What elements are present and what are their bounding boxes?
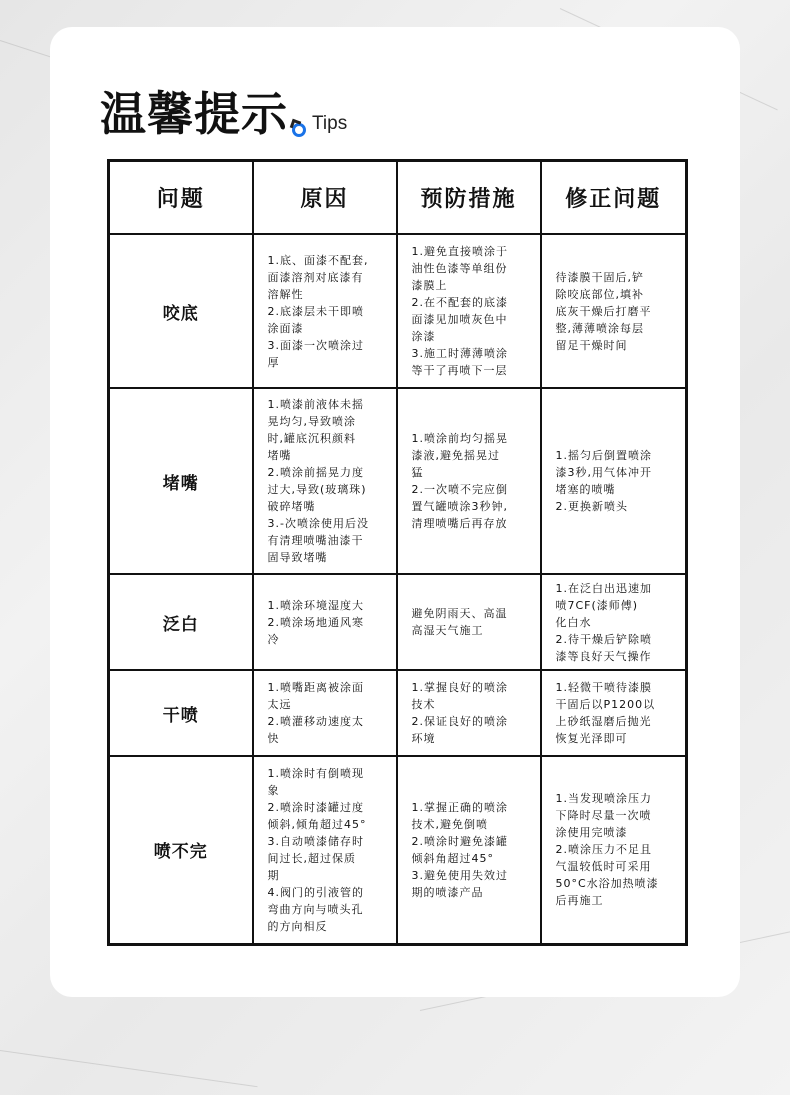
cell-line: 倾斜,倾角超过45° xyxy=(267,817,367,831)
cursor-ring-icon xyxy=(292,123,306,137)
cell-line: 固导致堵嘴 xyxy=(267,551,328,564)
cell-line: 2.待干燥后铲除喷 xyxy=(555,632,652,646)
cell-prevention xyxy=(397,756,541,944)
cell-line: 猛 xyxy=(411,466,424,479)
cell-line: 喷7CF(漆师傅) xyxy=(555,598,639,612)
cell-line: 期的喷漆产品 xyxy=(411,885,484,899)
cell-line: 待漆膜干固后,铲 xyxy=(555,270,644,284)
marble-vein xyxy=(0,1050,258,1087)
table-row xyxy=(109,234,687,388)
cell-line: 化白水 xyxy=(555,615,592,629)
cell-line: 1.避免直接喷涂于 xyxy=(411,245,508,258)
cell-line: 1.喷涂环境湿度大 xyxy=(267,598,364,612)
cell-line: 期 xyxy=(267,868,280,882)
cell-line: 整,薄薄喷涂每层 xyxy=(555,321,644,335)
page-subtitle: Tips xyxy=(312,113,348,134)
cell-line: 恢复光泽即可 xyxy=(555,732,628,745)
cell-line: 避免阴雨天、高温 xyxy=(411,607,508,620)
cell-prevention xyxy=(397,388,541,574)
row-problem: 干喷 xyxy=(109,670,253,756)
cell-line: 后再施工 xyxy=(555,894,604,908)
cell-line: 2.更换新喷头 xyxy=(555,500,628,513)
cell-line: 高湿天气施工 xyxy=(411,624,484,637)
cell-line: 有清理喷嘴油漆干 xyxy=(267,534,364,547)
cell-prevention xyxy=(397,670,541,756)
cell-line: 2.喷涂场地通风寒 xyxy=(267,615,364,629)
cell-line: 漆等良好天气操作 xyxy=(555,649,652,663)
cell-line: 1.摇匀后倒置喷涂 xyxy=(555,449,652,462)
cell-line: 快 xyxy=(267,732,280,745)
page-title: 温馨提示 xyxy=(100,87,288,141)
column-header-fix: 修正问题 xyxy=(541,161,687,235)
cell-fix xyxy=(541,670,687,756)
header xyxy=(100,67,348,141)
cell-line: 厚 xyxy=(267,355,280,369)
cell-line: 过大,导致(玻璃珠) xyxy=(267,483,367,496)
cell-line: 2.喷涂时避免漆罐 xyxy=(411,834,508,848)
cell-line: 晃均匀,导致喷涂 xyxy=(267,415,356,428)
cell-fix xyxy=(541,574,687,670)
tips-table xyxy=(107,159,688,946)
row-problem: 堵嘴 xyxy=(109,388,253,574)
cell-fix xyxy=(541,234,687,388)
table-row xyxy=(109,670,687,756)
cell-line: 倾斜角超过45° xyxy=(411,851,494,865)
column-header-prevention: 预防措施 xyxy=(397,161,541,235)
cell-line: 3.面漆一次喷涂过 xyxy=(267,338,364,352)
column-header-cause: 原因 xyxy=(253,161,397,235)
cell-line: 间过长,超过保质 xyxy=(267,851,356,865)
cell-line: 漆膜上 xyxy=(411,279,448,292)
cell-line: 2.喷涂压力不足且 xyxy=(555,843,652,857)
cell-line: 清理喷嘴后再存放 xyxy=(411,517,508,530)
cell-line: 下降时尽量一次喷 xyxy=(555,809,652,823)
cell-line: 气温较低时可采用 xyxy=(555,860,652,874)
cell-line: 漆3秒,用气体冲开 xyxy=(555,466,652,479)
table-row xyxy=(109,574,687,670)
cell-line: 堵塞的喷嘴 xyxy=(555,483,616,496)
cell-fix xyxy=(541,756,687,944)
row-problem: 喷不完 xyxy=(109,756,253,944)
cell-line: 1.当发现喷涂压力 xyxy=(555,792,652,806)
cell-line: 1.喷漆前液体未摇 xyxy=(267,398,364,411)
cell-cause xyxy=(253,234,397,388)
cell-line: 环境 xyxy=(411,732,436,745)
cell-line: 1.喷涂前均匀摇晃 xyxy=(411,432,508,445)
cell-line: 的方向相反 xyxy=(267,919,328,933)
cell-prevention xyxy=(397,574,541,670)
cell-line: 1.在泛白出迅速加 xyxy=(555,581,652,595)
cell-line: 涂漆 xyxy=(411,330,436,343)
cell-line: 破碎堵嘴 xyxy=(267,500,316,513)
cell-line: 1.喷涂时有倒喷现 xyxy=(267,766,364,780)
cell-line: 面漆见加喷灰色中 xyxy=(411,313,508,326)
cell-line: 留足干燥时间 xyxy=(555,338,628,352)
cell-line: 上砂纸湿磨后抛光 xyxy=(555,715,652,728)
cell-cause xyxy=(253,574,397,670)
cell-line: 冷 xyxy=(267,632,280,646)
cell-line: 堵嘴 xyxy=(267,449,292,462)
content-card xyxy=(50,27,740,997)
cell-line: 干固后以P1200以 xyxy=(555,698,656,711)
cell-line: 2.喷涂前摇晃力度 xyxy=(267,466,364,479)
cell-line: 4.阀门的引液管的 xyxy=(267,885,364,899)
cell-line: 技术 xyxy=(411,698,436,711)
cell-line: 2.喷灌移动速度太 xyxy=(267,715,364,728)
cell-line: 漆液,避免摇晃过 xyxy=(411,449,500,462)
cell-line: 50°C水浴加热喷漆 xyxy=(555,877,659,891)
cell-line: 2.底漆层未干即喷 xyxy=(267,304,364,318)
cell-line: 置气罐喷涂3秒钟, xyxy=(411,500,508,513)
cell-prevention xyxy=(397,234,541,388)
cell-line: 3.-次喷涂使用后没 xyxy=(267,517,369,530)
cell-line: 弯曲方向与喷头孔 xyxy=(267,902,364,916)
cell-line: 2.在不配套的底漆 xyxy=(411,296,508,309)
cell-line: 油性色漆等单组份 xyxy=(411,262,508,275)
cell-line: 3.施工时薄薄喷涂 xyxy=(411,347,508,360)
cell-line: 除咬底部位,填补 xyxy=(555,287,644,301)
table-header-row xyxy=(109,161,687,235)
cell-line: 3.自动喷漆储存时 xyxy=(267,834,364,848)
cell-line: 面漆溶剂对底漆有 xyxy=(267,270,364,284)
cell-fix xyxy=(541,388,687,574)
cell-line: 1.喷嘴距离被涂面 xyxy=(267,681,364,694)
cell-line: 象 xyxy=(267,783,280,797)
cell-line: 2.一次喷不完应倒 xyxy=(411,483,508,496)
cell-line: 2.喷涂时漆罐过度 xyxy=(267,800,364,814)
cell-line: 时,罐底沉积颜料 xyxy=(267,432,356,445)
cell-line: 涂面漆 xyxy=(267,321,304,335)
cell-line: 溶解性 xyxy=(267,287,304,301)
cell-line: 涂使用完喷漆 xyxy=(555,826,628,840)
cell-line: 1.底、面漆不配套, xyxy=(267,253,369,267)
cell-line: 技术,避免倒喷 xyxy=(411,817,488,831)
cell-line: 太远 xyxy=(267,698,292,711)
table-row xyxy=(109,756,687,944)
cell-cause xyxy=(253,388,397,574)
cell-line: 等干了再喷下一层 xyxy=(411,364,508,377)
cell-line: 2.保证良好的喷涂 xyxy=(411,715,508,728)
cell-cause xyxy=(253,670,397,756)
column-header-problem: 问题 xyxy=(109,161,253,235)
table-row xyxy=(109,388,687,574)
cell-line: 1.掌握正确的喷涂 xyxy=(411,800,508,814)
cell-line: 3.避免使用失效过 xyxy=(411,868,508,882)
cell-line: 底灰干燥后打磨平 xyxy=(555,304,652,318)
row-problem: 咬底 xyxy=(109,234,253,388)
cell-line: 1.轻微干喷待漆膜 xyxy=(555,681,652,694)
cell-cause xyxy=(253,756,397,944)
tips-label-group xyxy=(292,114,347,133)
row-problem: 泛白 xyxy=(109,574,253,670)
cell-line: 1.掌握良好的喷涂 xyxy=(411,681,508,694)
